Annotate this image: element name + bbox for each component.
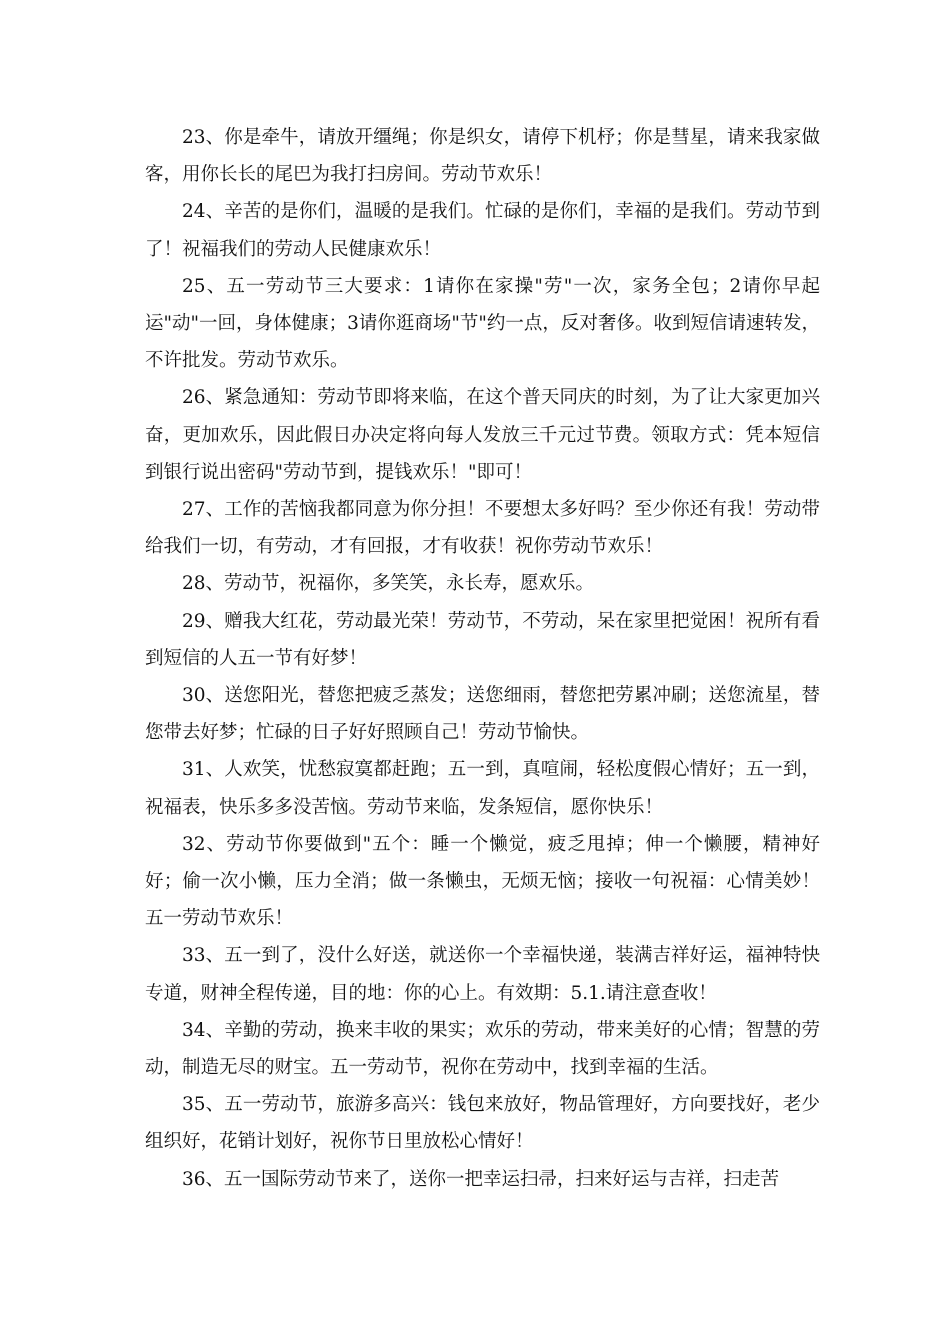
paragraph-34: 34、辛勤的劳动，换来丰收的果实；欢乐的劳动，带来美好的心情；智慧的劳动，制造无尽的财宝。五一劳动节，祝你在劳动中，找到幸福的生活。 <box>145 1019 820 1079</box>
paragraph-25: 25、五一劳动节三大要求：1请你在家操"劳"一次，家务全包；2请你早起运"动"一回，身体健康；3请你逛商场"节"约一点，反对奢侈。收到短信请速转发，不许批发。劳动节欢乐。 <box>145 275 820 372</box>
paragraph-27: 27、工作的苦恼我都同意为你分担！不要想太多好吗？至少你还有我！劳动带给我们一切，有劳动，才有回报，才有收获！祝你劳动节欢乐！ <box>145 499 820 558</box>
paragraph-23: 23、你是牵牛，请放开缰绳；你是织女，请停下机杼；你是彗星，请来我家做客，用你长长的尾巴为我打扫房间。劳动节欢乐！ <box>145 127 820 186</box>
paragraph-35: 35、五一劳动节，旅游多高兴：钱包来放好，物品管理好，方向要找好，老少组织好，花销计划好，祝你节日里放松心情好！ <box>145 1094 820 1153</box>
paragraph-24: 24、辛苦的是你们，温暖的是我们。忙碌的是你们，幸福的是我们。劳动节到了！祝福我们的劳动人民健康欢乐！ <box>145 201 820 260</box>
document-body <box>145 119 820 1198</box>
paragraph-33: 33、五一到了，没什么好送，就送你一个幸福快递，装满吉祥好运，福神特快专道，财神全程传递，目的地：你的心上。有效期：5.1.请注意查收！ <box>145 945 820 1004</box>
paragraph-28: 28、劳动节，祝福你，多笑笑，永长寿，愿欢乐。 <box>182 573 595 595</box>
paragraph-36: 36、五一国际劳动节来了，送你一把幸运扫帚，扫来好运与吉祥，扫走苦 <box>182 1168 780 1190</box>
paragraph-31: 31、人欢笑，忧愁寂寞都赶跑；五一到，真喧闹，轻松度假心情好；五一到，祝福表，快乐多多没苦恼。劳动节来临，发条短信，愿你快乐！ <box>145 759 820 818</box>
paragraph-26: 26、紧急通知：劳动节即将来临，在这个普天同庆的时刻，为了让大家更加兴奋，更加欢乐，因此假日办决定将向每人发放三千元过节费。领取方式：凭本短信到银行说出密码"劳动节到，提钱欢乐！"即可！ <box>145 387 820 483</box>
paragraph-32: 32、劳动节你要做到"五个：睡一个懒觉，疲乏甩掉；伸一个懒腰，精神好好；偷一次小懒，压力全消；做一条懒虫，无烦无恼；接收一句祝福：心情美妙！五一劳动节欢乐！ <box>145 833 820 930</box>
paragraph-30: 30、送您阳光，替您把疲乏蒸发；送您细雨，替您把劳累冲刷；送您流星，替您带去好梦；忙碌的日子好好照顾自己！劳动节愉快。 <box>145 685 820 744</box>
paragraph-29: 29、赠我大红花，劳动最光荣！劳动节，不劳动，呆在家里把觉困！祝所有看到短信的人五一节有好梦！ <box>145 610 820 669</box>
